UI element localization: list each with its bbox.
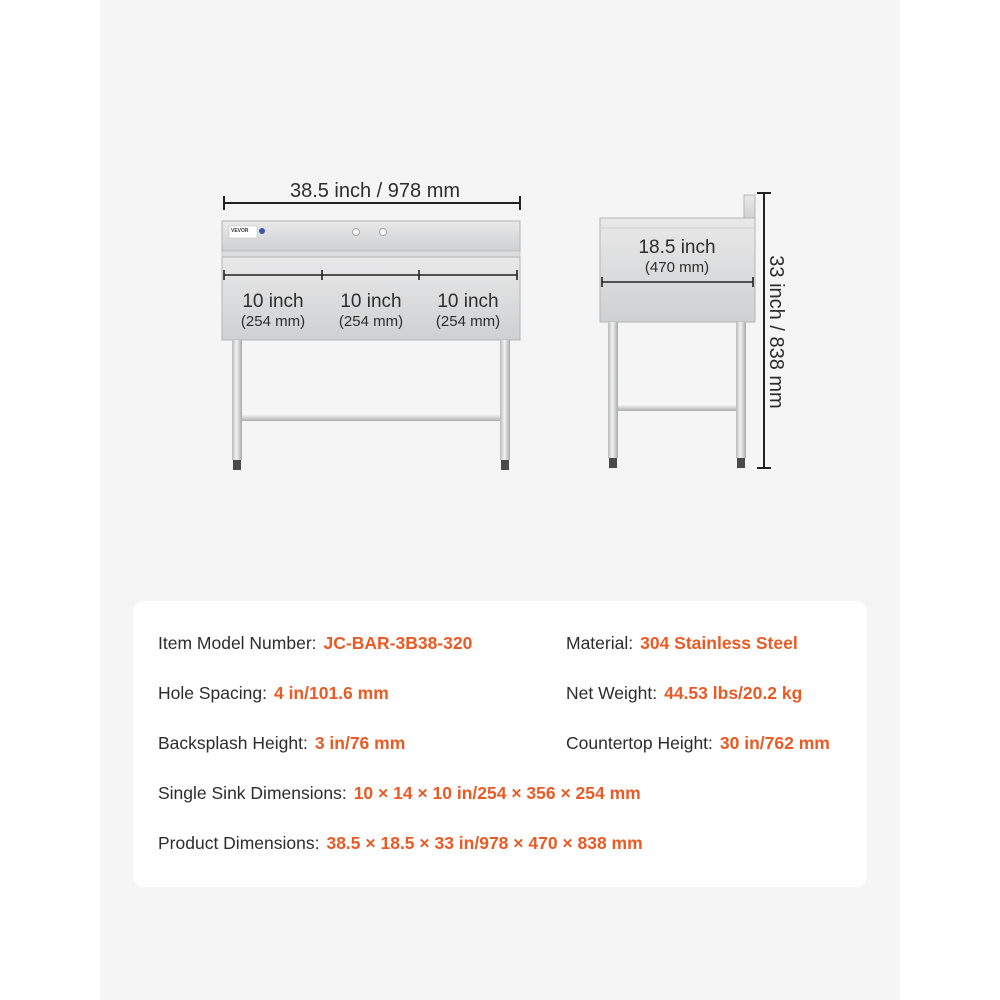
faucet-hole-left [353, 229, 360, 236]
sink-2-width: 10 inch [340, 291, 402, 312]
sink-3-width: 10 inch [437, 291, 499, 312]
spec-label: Single Sink Dimensions: [158, 783, 347, 803]
spec-single-sink [158, 782, 641, 804]
spec-product-dims [158, 832, 643, 854]
spec-value: 10 × 14 × 10 in/254 × 356 × 254 mm [353, 783, 641, 803]
spec-value: 3 in/76 mm [314, 733, 406, 753]
side-leg-right [736, 322, 746, 458]
badge-icon [259, 228, 265, 234]
brand-label: VEVOR [231, 228, 249, 234]
spec-model [158, 632, 472, 654]
spec-label: Material: [566, 633, 634, 653]
sink-2-width-mm: (254 mm) [338, 313, 404, 330]
side-leg-left [608, 322, 618, 458]
spec-value: 44.53 lbs/20.2 kg [664, 683, 803, 703]
crossbar-side [618, 405, 736, 411]
front-leg-right [500, 340, 510, 460]
crossbar-front [242, 415, 500, 421]
front-view [222, 180, 520, 470]
spec-material [566, 632, 798, 654]
spec-value: 38.5 × 18.5 × 33 in/978 × 470 × 838 mm [326, 833, 643, 853]
spec-label: Item Model Number: [158, 633, 317, 653]
sink-1-width-mm: (254 mm) [240, 313, 306, 330]
spec-label: Product Dimensions: [158, 833, 320, 853]
spec-value: 30 in/762 mm [719, 733, 830, 753]
front-leg-left [232, 340, 242, 460]
spec-value: JC-BAR-3B38-320 [323, 633, 473, 653]
sink-3-width-mm: (254 mm) [435, 313, 501, 330]
spec-value: 304 Stainless Steel [640, 633, 798, 653]
spec-backsplash [158, 732, 405, 754]
spec-net-weight [566, 682, 802, 704]
depth-label: 18.5 inch [638, 237, 716, 258]
spec-label: Hole Spacing: [158, 683, 267, 703]
faucet-hole-right [380, 229, 387, 236]
side-view [600, 193, 787, 468]
spec-hole-spacing [158, 682, 389, 704]
spec-label: Backsplash Height: [158, 733, 308, 753]
sink-1-width: 10 inch [242, 291, 304, 312]
depth-label-mm: (470 mm) [644, 259, 710, 276]
spec-label: Countertop Height: [566, 733, 713, 753]
spec-label: Net Weight: [566, 683, 658, 703]
spec-value: 4 in/101.6 mm [273, 683, 389, 703]
height-label: 33 inch / 838 mm [765, 255, 787, 409]
backsplash [222, 221, 520, 251]
spec-countertop [566, 732, 830, 754]
overall-width-label: 38.5 inch / 978 mm [289, 180, 461, 202]
side-backsplash [744, 195, 755, 220]
